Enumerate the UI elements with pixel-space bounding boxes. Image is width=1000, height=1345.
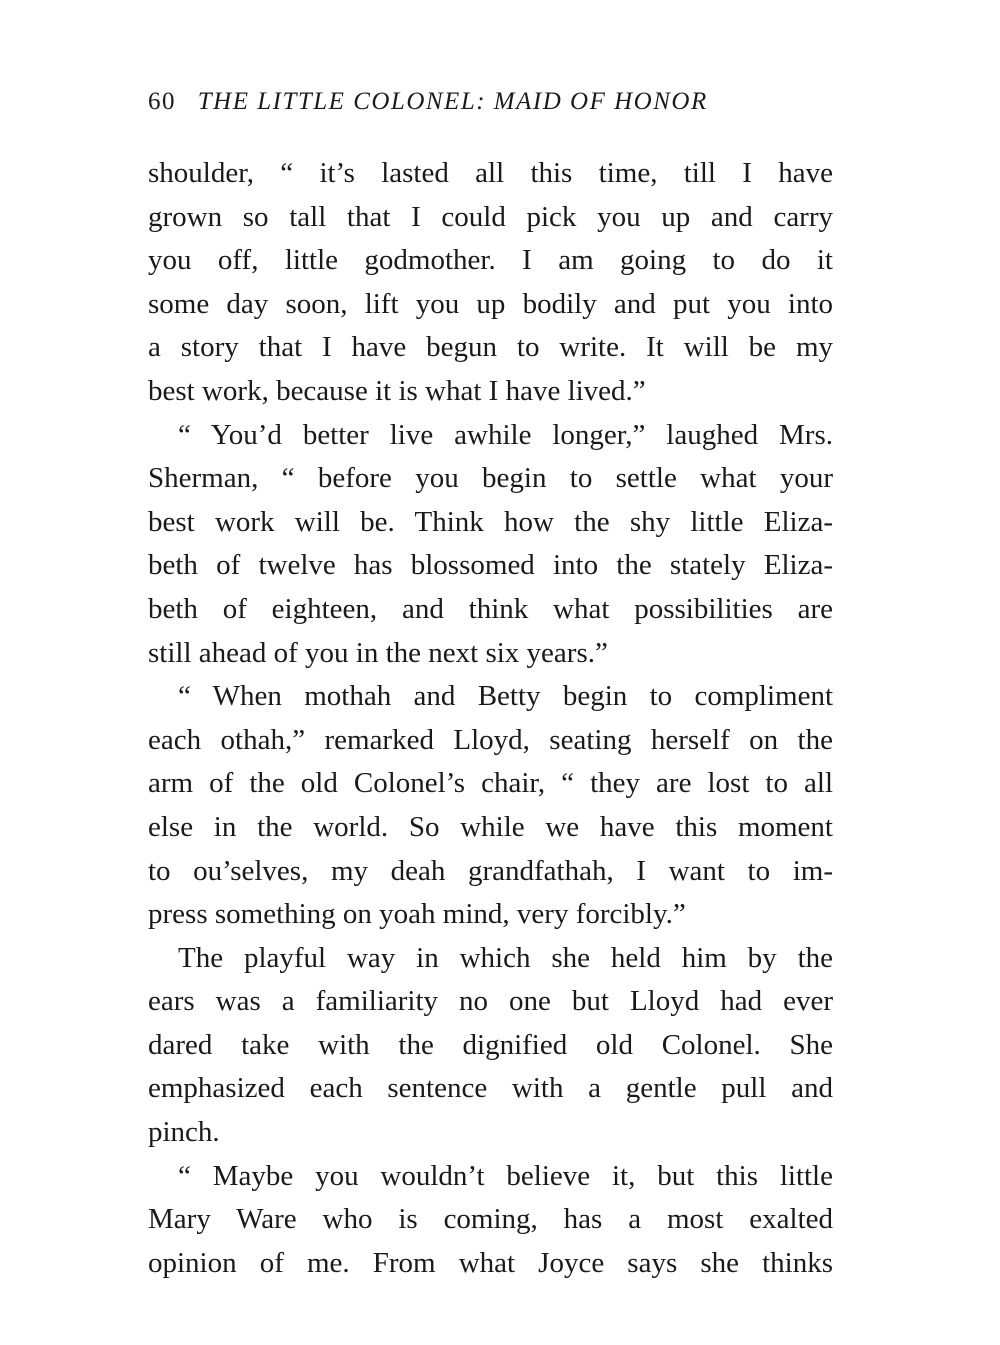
text-line: else in the world. So while we have this moment bbox=[148, 810, 833, 843]
text-line: arm of the old Colonel’s chair, “ they are lost to all bbox=[148, 767, 833, 800]
running-title: THE LITTLE COLONEL: MAID OF HONOR bbox=[197, 88, 708, 115]
text-line: shoulder, “ it’s lasted all this time, till I have bbox=[148, 157, 833, 189]
text-line: pinch. bbox=[148, 1116, 220, 1149]
text-line: best work, because it is what I have lived.” bbox=[148, 374, 646, 407]
text-line: ears was a familiarity no one but Lloyd had ever bbox=[148, 985, 833, 1018]
text-line: dared take with the dignified old Colonel. She bbox=[148, 1028, 833, 1061]
text-line: each othah,” remarked Lloyd, seating herself on the bbox=[148, 723, 833, 756]
text-line: “ Maybe you wouldn’t believe it, but this little bbox=[178, 1159, 833, 1192]
text-line: to ou’selves, my deah grandfathah, I want to im- bbox=[148, 854, 833, 887]
text-line: “ You’d better live awhile longer,” laughed Mrs. bbox=[178, 418, 833, 451]
text-line: The playful way in which she held him by the bbox=[178, 941, 833, 974]
text-line: grown so tall that I could pick you up and carry bbox=[148, 200, 833, 233]
text-line: beth of eighteen, and think what possibilities are bbox=[148, 592, 833, 625]
text-line: best work will be. Think how the shy little Eliza- bbox=[148, 505, 833, 538]
text-line: you off, little godmother. I am going to do it bbox=[148, 244, 833, 277]
text-line: some day soon, lift you up bodily and put you into bbox=[148, 287, 833, 320]
text-line: emphasized each sentence with a gentle pull and bbox=[148, 1072, 833, 1105]
text-line: beth of twelve has blossomed into the stately Eliza- bbox=[148, 549, 833, 582]
running-head bbox=[148, 88, 833, 116]
text-line: opinion of me. From what Joyce says she thinks bbox=[148, 1246, 833, 1279]
text-line: Mary Ware who is coming, has a most exalted bbox=[148, 1203, 833, 1236]
text-line: a story that I have begun to write. It will be my bbox=[148, 331, 833, 364]
text-line: “ When mothah and Betty begin to compliment bbox=[178, 680, 833, 713]
text-line: press something on yoah mind, very forcibly.” bbox=[148, 898, 686, 931]
page-number: 60 bbox=[148, 88, 176, 115]
text-line: still ahead of you in the next six years.” bbox=[148, 636, 608, 669]
text-line: Sherman, “ before you begin to settle what your bbox=[148, 462, 833, 495]
body-text bbox=[148, 152, 833, 1285]
